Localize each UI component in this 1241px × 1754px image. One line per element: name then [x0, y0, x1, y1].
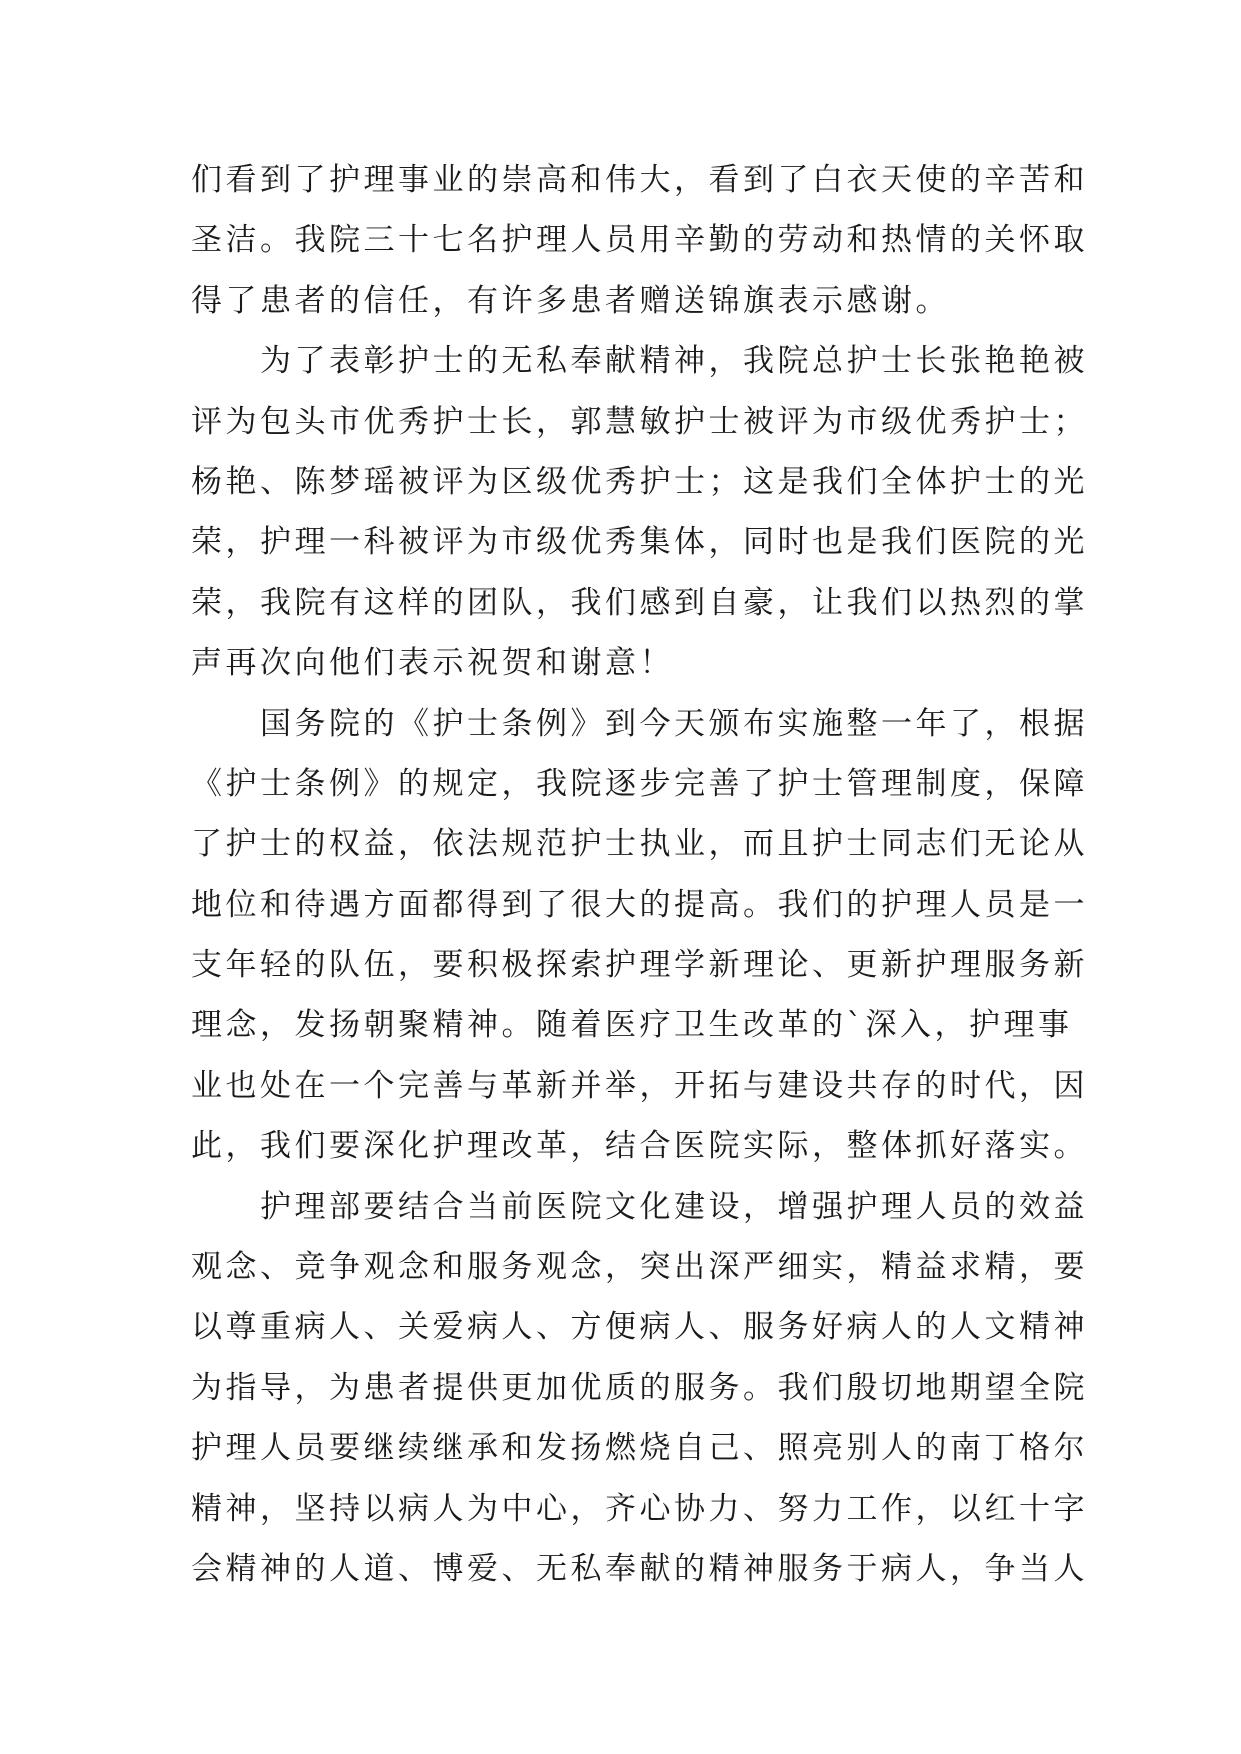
text-line: 们看到了护理事业的崇高和伟大，看到了白衣天使的辛苦和 — [191, 162, 1088, 198]
text-line: 为了表彰护士的无私奉献精神，我院总护士长张艳艳被 — [191, 343, 1088, 380]
text-line: 国务院的《护士条例》到今天颁布实施整一年了，根据 — [191, 705, 1088, 742]
text-line: 以尊重病人、关爱病人、方便病人、服务好病人的人文精神 — [191, 1309, 1088, 1346]
text-line: 护理部要结合当前医院文化建设，增强护理人员的效益 — [191, 1188, 1088, 1225]
text-line: 声再次向他们表示祝贺和谢意！ — [191, 645, 674, 682]
text-line: 护理人员要继续继承和发扬燃烧自己、照亮别人的南丁格尔 — [191, 1430, 1088, 1467]
text-line: 观念、竞争观念和服务观念，突出深严细实，精益求精，要 — [191, 1249, 1088, 1286]
text-line: 荣，我院有这样的团队，我们感到自豪，让我们以热烈的掌 — [191, 584, 1088, 621]
text-line: 了护士的权益，依法规范护士执业，而且护士同志们无论从 — [191, 826, 1088, 863]
text-line: 业也处在一个完善与革新并举，开拓与建设共存的时代，因 — [191, 1067, 1088, 1104]
text-line: 为指导，为患者提供更加优质的服务。我们殷切地期望全院 — [191, 1369, 1088, 1406]
text-line: 支年轻的队伍，要积极探索护理学新理论、更新护理服务新 — [191, 947, 1088, 984]
text-line: 荣，护理一科被评为市级优秀集体，同时也是我们医院的光 — [191, 524, 1088, 561]
text-line: 理念，发扬朝聚精神。随着医疗卫生改革的`深入，护理事 — [191, 1007, 1073, 1044]
text-line: 圣洁。我院三十七名护理人员用辛勤的劳动和热情的关怀取 — [191, 222, 1088, 259]
text-line: 精神，坚持以病人为中心，齐心协力、努力工作，以红十字 — [191, 1490, 1088, 1527]
text-line: 得了患者的信任，有许多患者赠送锦旗表示感谢。 — [191, 282, 950, 319]
text-line: 地位和待遇方面都得到了很大的提高。我们的护理人员是一 — [191, 886, 1088, 923]
document-body — [191, 150, 1088, 1599]
text-line: 此，我们要深化护理改革，结合医院实际，整体抓好落实。 — [191, 1128, 1088, 1165]
text-line: 杨艳、陈梦瑶被评为区级优秀护士；这是我们全体护士的光 — [191, 463, 1088, 500]
text-line: 会精神的人道、博爱、无私奉献的精神服务于病人，争当人 — [191, 1550, 1088, 1587]
text-line: 《护士条例》的规定，我院逐步完善了护士管理制度，保障 — [191, 765, 1088, 802]
text-line: 评为包头市优秀护士长，郭慧敏护士被评为市级优秀护士； — [191, 403, 1088, 440]
